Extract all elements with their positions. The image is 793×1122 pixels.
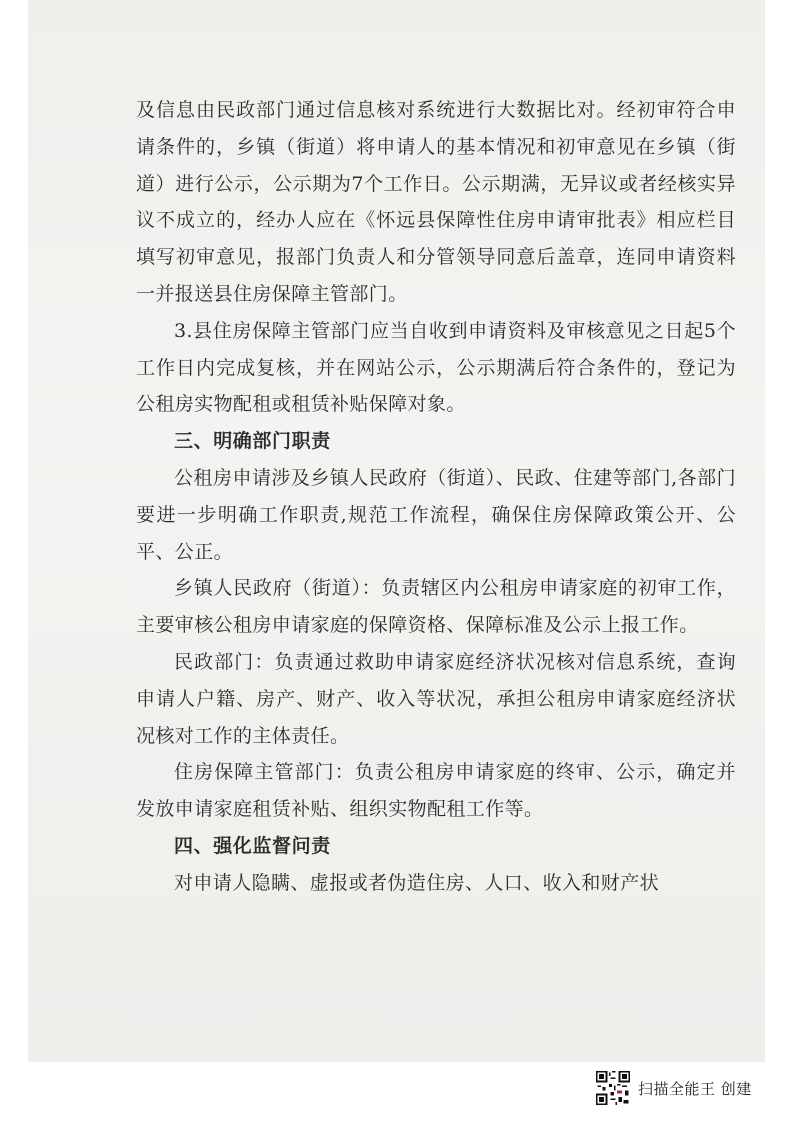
- section-heading-4: 四、强化监督问责: [174, 834, 331, 857]
- paragraph-responsibilities-intro: 公租房申请涉及乡镇人民政府（街道）、民政、住建等部门,各部门要进一步明确工作职责,规范工作流程，确保住房保障政策公开、公平、公正。: [136, 466, 736, 563]
- paragraph-continuation: 及信息由民政部门通过信息核对系统进行大数据比对。经初审符合申请条件的，乡镇（街道）将申请人的基本情况和初审意见在乡镇（街道）进行公示，公示期为7个工作日。公示期满，无异议或者经核实异议不成立的，经办人应在《怀远县保障性住房申请审批表》相应栏目填写初审意见，报部门负责人和分管领导同意后盖章，连同申请资料一并报送县住房保障主管部门。: [136, 99, 736, 305]
- paragraph-accountability: 对申请人隐瞒、虚报或者伪造住房、人口、收入和财产状: [174, 871, 660, 894]
- section-heading-3: 三、明确部门职责: [174, 430, 331, 453]
- document-body: [136, 92, 736, 902]
- qr-code-icon: [596, 1071, 630, 1105]
- paragraph-housing-duty: 住房保障主管部门：负责公租房申请家庭的终审、公示，确定并发放申请家庭租赁补贴、组织实物配租工作等。: [136, 761, 736, 821]
- watermark-text: 扫描全能王 创建: [638, 1079, 752, 1098]
- scanned-page: [28, 0, 765, 1062]
- paragraph-item-3: 3.县住房保障主管部门应当自收到申请资料及审核意见之日起5个工作日内完成复核，并在网站公示，公示期满后符合条件的，登记为公租房实物配租或租赁补贴保障对象。: [136, 319, 736, 416]
- scanner-watermark: [596, 1066, 752, 1110]
- paragraph-township-duty: 乡镇人民政府（街道）：负责辖区内公租房申请家庭的初审工作，主要审核公租房申请家庭的保障资格、保障标准及公示上报工作。: [136, 577, 736, 637]
- paragraph-civil-affairs-duty: 民政部门：负责通过救助申请家庭经济状况核对信息系统，查询申请人户籍、房产、财产、收入等状况，承担公租房申请家庭经济状况核对工作的主体责任。: [136, 650, 736, 747]
